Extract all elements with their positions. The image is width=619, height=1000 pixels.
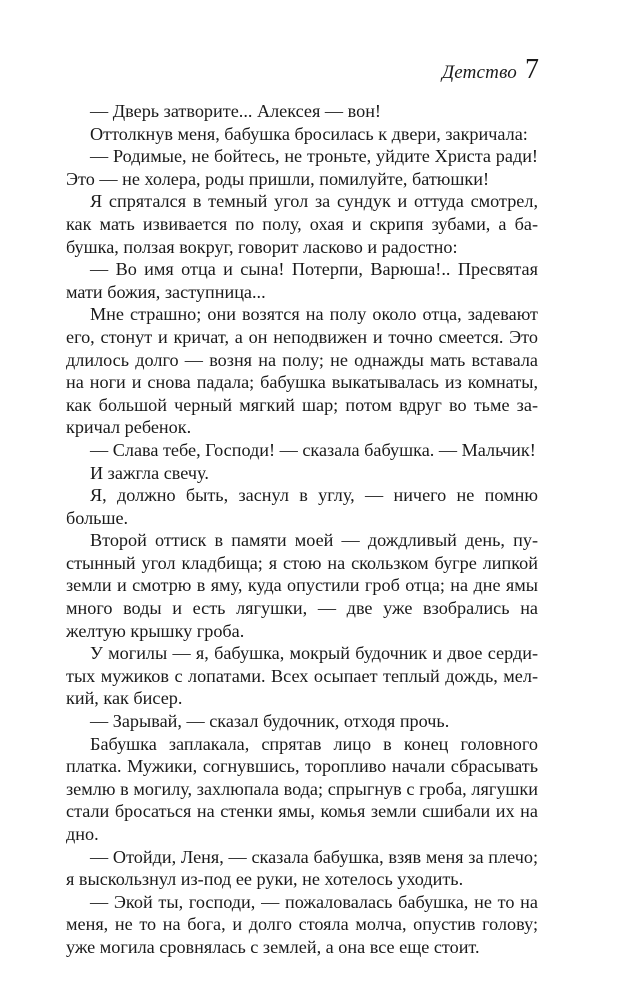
paragraph: И зажгла свечу. <box>90 462 209 483</box>
text-body <box>66 100 538 959</box>
paragraph: — Экой ты, господи, — пожаловалась бабушка, не то на меня, не то на бога, и долго стояла молча, опустив голову; уже могила сровнялась с землей, а она все еще стоит. <box>66 891 538 957</box>
paragraph: У могилы — я, бабушка, мокрый будочник и двое сердитых мужиков с лопатами. Всех осыпает теплый дождь, мелкий, как бисер. <box>66 643 538 709</box>
running-title: Детство <box>441 62 517 83</box>
paragraph: Я, должно быть, заснул в углу, — ничего не помню больше. <box>66 485 538 528</box>
paragraph: — Отойди, Леня, — сказала бабушка, взяв меня за плечо; я выскользнул из-под ее руки, не хотелось уходить. <box>66 846 538 890</box>
paragraph: — Родимые, не бойтесь, не троньте, уйдите Христа ради! Это — не холера, роды пришли, помилуйте, батюшки! <box>66 146 538 189</box>
page-header <box>66 56 539 90</box>
paragraph: Я спрятался в темный угол за сундук и оттуда смотрел, как мать извивается по полу, охая и скрипя зубами, а бабушка, ползая вокруг, говорит ласково и радостно: <box>66 191 538 257</box>
paragraph: — Дверь затворите... Алексея — вон! <box>90 101 381 121</box>
page-number: 7 <box>525 54 539 85</box>
paragraph: Бабушка заплакала, спрятав лицо в конец головного платка. Мужики, согнувшись, торопливо начали сбрасывать землю в могилу, захлюпала вода; спрыгнув с гроба, лягушки стали бросаться на стенки ямы, комья земли сшибали их на дно. <box>66 733 538 844</box>
paragraph: — Слава тебе, Господи! — сказала бабушка. — Мальчик! <box>90 439 536 460</box>
paragraph: — Во имя отца и сына! Потерпи, Варюша!.. Пресвятая мати божия, заступница... <box>66 259 538 302</box>
paragraph: — Зарывай, — сказал будочник, отходя прочь. <box>90 711 450 732</box>
paragraph: Второй оттиск в памяти моей — дождливый день, пустынный угол кладбища; я стою на скользком бугре липкой земли и смотрю в яму, куда опустили гроб отца; на дне ямы много воды и есть лягушки, — две уже взобрались на желтую крышку гроба. <box>66 530 538 641</box>
paragraph: Мне страшно; они возятся на полу около отца, задевают его, стонут и кричат, а он неподвижен и точно смеется. Это длилось долго — возня на полу; не однажды мать вставала на ноги и снова падала; бабушка выкатывалась из комнаты, как большой черный мягкий шар; потом вдруг во тьме закричал ребенок. <box>66 304 538 438</box>
paragraph: Оттолкнув меня, бабушка бросилась к двери, закричала: <box>90 123 528 144</box>
